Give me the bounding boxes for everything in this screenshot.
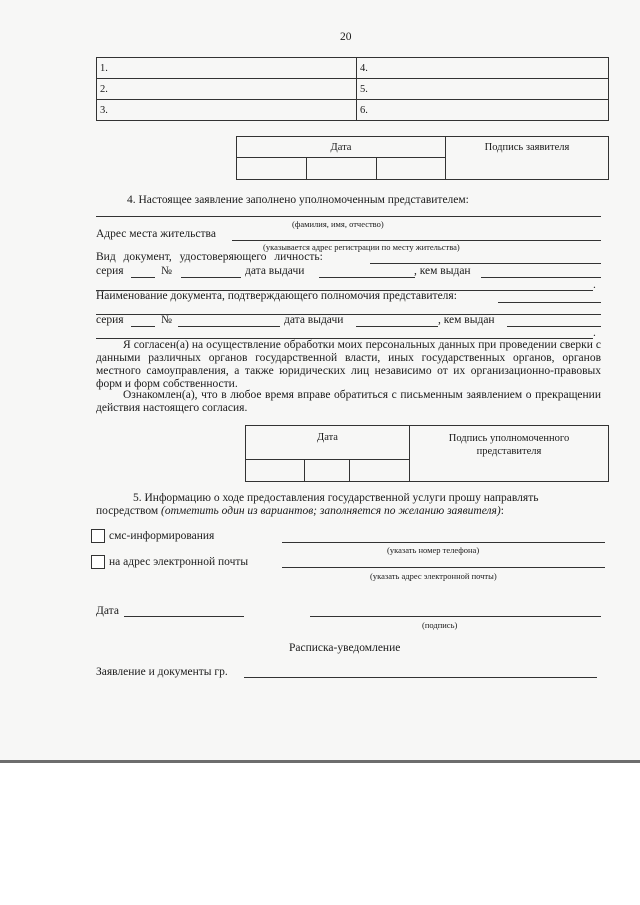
number-field[interactable] [181,277,241,278]
issue-date-label: дата выдачи [245,265,305,277]
date-month-cell-2[interactable] [305,460,350,482]
section5-intro: 5. Информацию о ходе предоставления государственной услуги прошу направлять [133,492,539,504]
receipt-title: Расписка-уведомление [289,642,401,654]
series-field[interactable] [131,277,155,278]
phone-hint: (указать номер телефона) [387,545,480,555]
list-cell[interactable]: 6. [357,100,609,121]
documents-list-table [96,57,609,121]
number-field-2[interactable] [178,326,280,327]
sms-label: смс-информирования [109,530,215,542]
list-cell[interactable]: 5. [357,79,609,100]
issued-by-field[interactable] [481,277,601,278]
fio-field[interactable] [96,216,601,217]
issue-date-field-2[interactable] [356,326,438,327]
date-year-cell[interactable] [377,158,446,180]
issue-date-field[interactable] [319,277,415,278]
date-day-cell-2[interactable] [246,460,305,482]
issued-by-label: , кем выдан [414,265,471,277]
representative-signature-header: Подпись уполномоченного представителя [410,426,609,482]
page-edge [0,760,640,763]
signature-header: Подпись заявителя [446,137,609,180]
id-doc-label: Вид документ, удостоверяющего личность: [96,251,323,263]
authority-doc-label: Наименование документа, подтверждающего полномочия представителя: [96,290,457,302]
authority-doc-field[interactable] [498,302,601,303]
series-field-2[interactable] [131,326,155,327]
address-label: Адрес места жительства [96,228,216,240]
date-label: Дата [96,605,119,617]
section4-heading: 4. Настоящее заявление заполнено уполномоченным представителем: [127,194,469,206]
list-cell[interactable]: 2. [97,79,357,100]
consent-paragraph: Я согласен(а) на осуществление обработки моих персональных данных при проведении сверки с данными различных органов государственной власти, иных государственных органов, органов местного самоуправления, а также юридических лиц независимо от их организационно-правовых форм и форм собственности. [96,339,601,390]
series-label: серия [96,265,124,277]
signature-hint: (подпись) [422,620,458,630]
email-checkbox[interactable] [91,555,105,569]
notice-paragraph: Ознакомлен(а), что в любое время вправе обратиться с письменным заявлением о прекращении действия настоящего согласия. [96,389,601,414]
page-number: 20 [340,31,352,43]
representative-signature-table [245,425,609,482]
date-year-cell-2[interactable] [350,460,410,482]
sms-checkbox[interactable] [91,529,105,543]
date-month-cell[interactable] [307,158,377,180]
address-field[interactable] [232,240,601,241]
date-day-cell[interactable] [237,158,307,180]
period: . [593,279,596,291]
receipt-name-field[interactable] [244,677,597,678]
section5-intro-line2: посредством (отметить один из вариантов; заполняется по желанию заявителя): [96,505,504,517]
email-label: на адрес электронной почты [109,556,249,568]
issue-date-label-2: дата выдачи [284,314,344,326]
date-header-2: Дата [246,426,410,460]
date-field[interactable] [124,616,244,617]
list-cell[interactable]: 1. [97,58,357,79]
list-cell[interactable]: 4. [357,58,609,79]
issued-by-field-2[interactable] [507,326,601,327]
phone-field[interactable] [282,542,605,543]
date-header: Дата [237,137,446,158]
email-hint: (указать адрес электронной почты) [370,571,497,581]
series-label-2: серия [96,314,124,326]
fio-hint: (фамилия, имя, отчество) [292,219,384,229]
list-cell[interactable]: 3. [97,100,357,121]
receipt-line-label: Заявление и документы гр. [96,666,228,678]
email-field[interactable] [282,567,605,568]
id-doc-field[interactable] [370,263,601,264]
number-label-2: № [161,314,172,326]
period-2: . [593,327,596,339]
number-label: № [161,265,172,277]
issued-by-label-2: , кем выдан [438,314,495,326]
applicant-signature-table [236,136,609,180]
signature-field[interactable] [310,616,601,617]
address-hint: (указывается адрес регистрации по месту жительства) [263,242,460,252]
